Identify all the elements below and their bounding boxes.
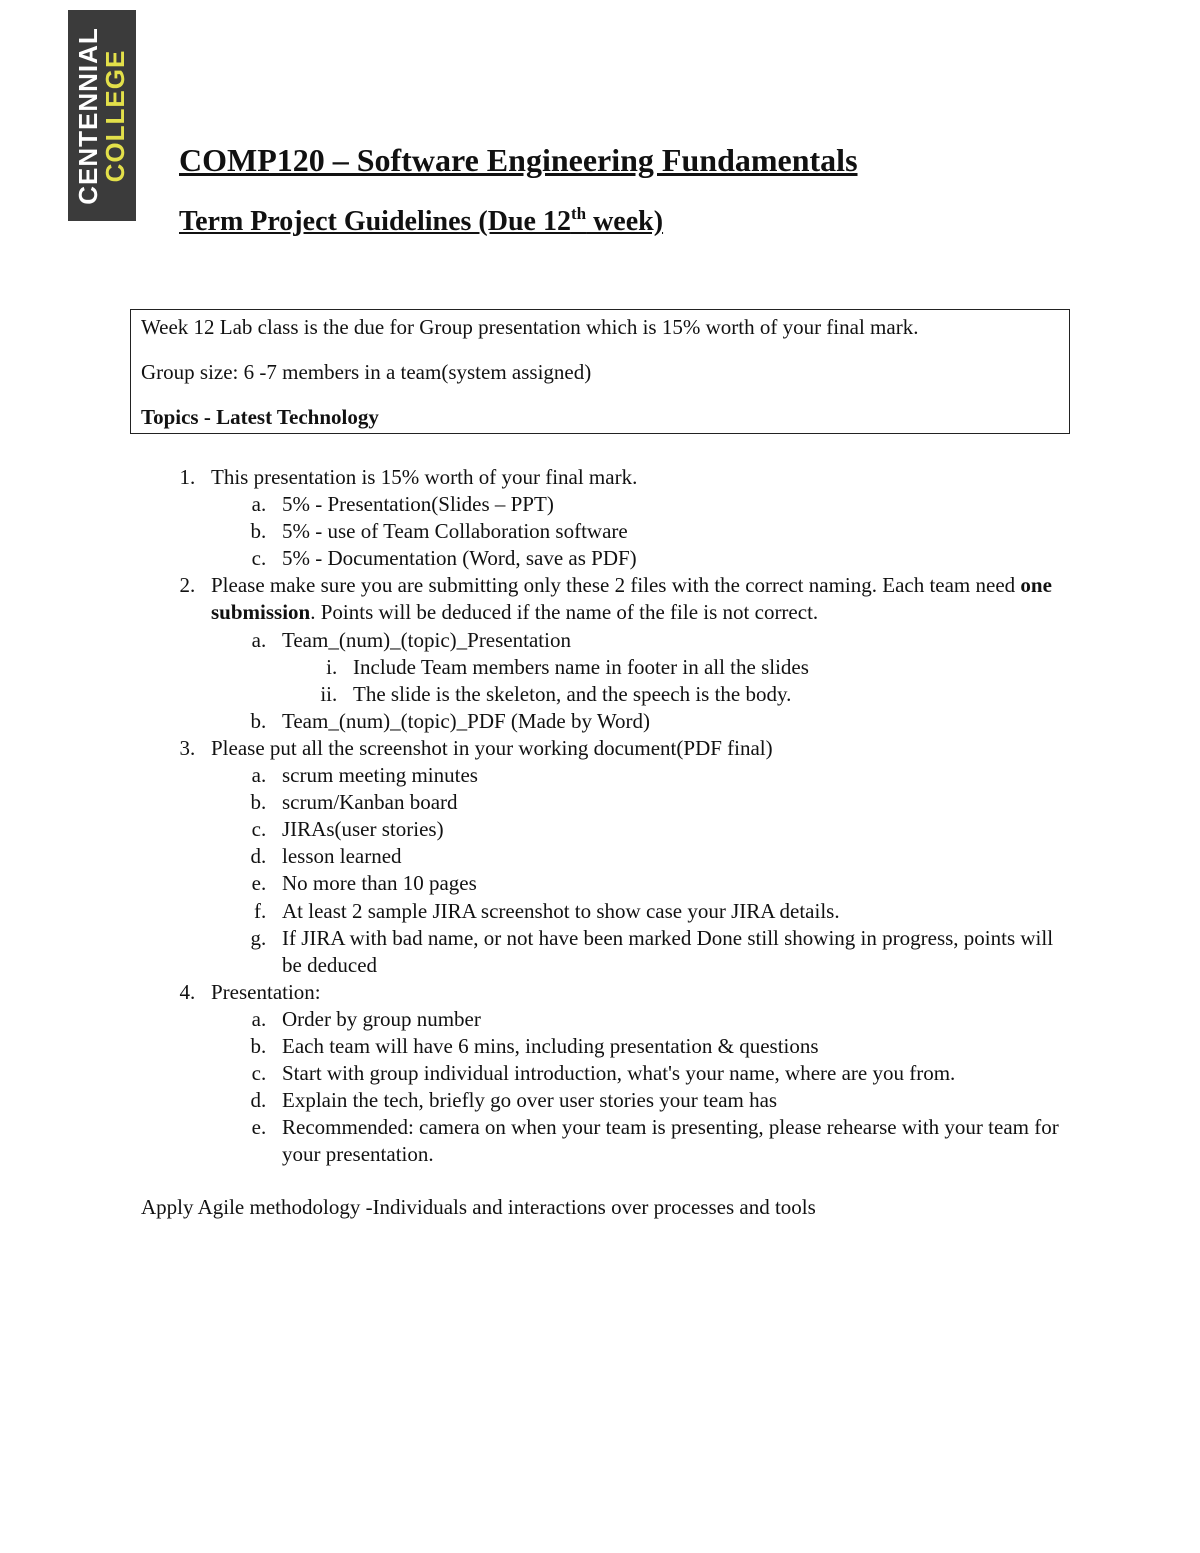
list-item-text: This presentation is 15% worth of your final mark.: [211, 465, 638, 489]
sub-list-item: c. JIRAs(user stories): [282, 816, 1061, 843]
sub-list-item: [282, 627, 1061, 708]
info-group-size-line: Group size: 6 -7 members in a team(system assigned): [141, 360, 592, 384]
roman-sub-list: [282, 654, 1061, 708]
sub-list-item: a. 5% - Presentation(Slides – PPT): [282, 491, 1061, 518]
sub-list-item-text: Team_(num)_(topic)_Presentation: [282, 627, 571, 652]
subtitle-main: Term Project Guidelines (Due 12: [179, 206, 571, 237]
list-item-text: Please put all the screenshot in your working document(PDF final): [211, 735, 773, 760]
logo-line-college: COLLEGE: [100, 49, 130, 182]
info-due-line: Week 12 Lab class is the due for Group presentation which is 15% worth of your final mark.: [141, 315, 919, 339]
sub-list: [211, 1006, 1061, 1169]
list-item-bold-text: one submission: [211, 573, 1052, 625]
list-item: [211, 464, 1061, 572]
sub-list-item: e. Recommended: camera on when your team is presenting, please rehearse with your team for your presentation.: [282, 1114, 1061, 1168]
page-title: COMP120 – Software Engineering Fundamentals: [179, 142, 858, 178]
list-item: [211, 979, 1061, 1169]
sub-list: [211, 627, 1061, 735]
info-box: [130, 309, 1070, 434]
sub-list: [211, 762, 1061, 979]
roman-list-item: ii. The slide is the skeleton, and the speech is the body.: [353, 681, 1061, 708]
sub-list-item: g. If JIRA with bad name, or not have been marked Done still showing in progress, points will be deduced: [282, 925, 1061, 979]
list-item: [211, 572, 1061, 735]
sub-list-item: b. scrum/Kanban board: [282, 789, 1061, 816]
sub-list-item: c. 5% - Documentation (Word, save as PDF): [282, 545, 1061, 572]
logo-line-centennial: CENTENNIAL: [73, 26, 103, 205]
list-item-text: Please make sure you are submitting only these 2 files with the correct naming. Each team need: [211, 573, 1021, 598]
sub-list-item: d. Explain the tech, briefly go over user stories your team has: [282, 1087, 1061, 1114]
agile-methodology-note: Apply Agile methodology -Individuals and interactions over processes and tools: [141, 1195, 816, 1219]
sub-list-item: a. scrum meeting minutes: [282, 762, 1061, 789]
subtitle-end: week): [586, 206, 664, 237]
sub-list-item: b. 5% - use of Team Collaboration software: [282, 518, 1061, 545]
list-item-text: Presentation:: [211, 979, 321, 1004]
subtitle-superscript: th: [570, 204, 587, 223]
college-logo: [68, 10, 136, 221]
page-subtitle: [179, 206, 663, 238]
sub-list-item: d. lesson learned: [282, 843, 1061, 870]
info-topics-line: Topics - Latest Technology: [141, 405, 379, 429]
logo-text: [75, 16, 129, 216]
sub-list-item: a. Order by group number: [282, 1006, 1061, 1033]
roman-list-item: i. Include Team members name in footer in all the slides: [353, 654, 1061, 681]
sub-list-item: f. At least 2 sample JIRA screenshot to show case your JIRA details.: [282, 898, 1061, 925]
sub-list-item: c. Start with group individual introduction, what's your name, where are you from.: [282, 1060, 1061, 1087]
sub-list-item: b. Team_(num)_(topic)_PDF (Made by Word): [282, 708, 1061, 735]
list-item: [211, 735, 1061, 979]
list-item-text-end: . Points will be deduced if the name of the file is not correct.: [310, 600, 819, 625]
guidelines-list: [211, 464, 1061, 1168]
sub-list: [211, 491, 1061, 572]
sub-list-item: e. No more than 10 pages: [282, 870, 1061, 897]
sub-list-item: b. Each team will have 6 mins, including presentation & questions: [282, 1033, 1061, 1060]
